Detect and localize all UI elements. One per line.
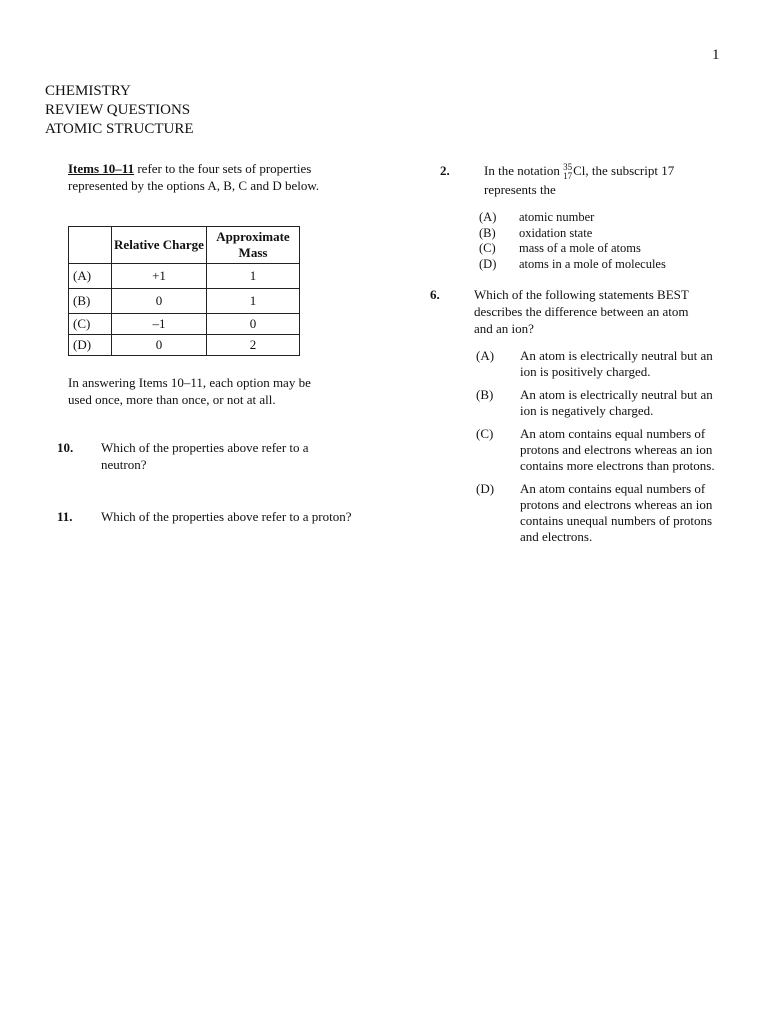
option-d — [476, 481, 716, 545]
table-header-mass: Approximate Mass — [207, 227, 300, 264]
table-row — [69, 289, 300, 314]
option-c — [479, 241, 666, 257]
question-number: 11. — [57, 509, 73, 524]
question-text — [484, 162, 714, 198]
question-text-after: , the subscript 17 represents the — [484, 163, 675, 198]
option-d — [479, 257, 666, 273]
question-text: Which of the properties above refer to a proton? — [101, 509, 352, 524]
header-subject: CHEMISTRY — [45, 83, 131, 99]
table-row — [69, 314, 300, 335]
option-label: (A) — [476, 348, 495, 363]
table-cell-mass: 0 — [207, 314, 300, 335]
option-text: An atom contains equal numbers of protons and electrons whereas an ion contains more electrons than protons. — [520, 426, 715, 473]
option-text: An atom contains equal numbers of protons and electrons whereas an ion contains unequal numbers of protons and electrons. — [520, 481, 713, 544]
table-cell-charge: +1 — [112, 264, 207, 289]
option-b — [479, 226, 666, 242]
mass-number: 35 — [563, 162, 573, 173]
option-text: mass of a mole of atoms — [519, 241, 641, 255]
element-symbol: Cl — [573, 163, 586, 178]
table-row — [69, 264, 300, 289]
table-cell-mass: 1 — [207, 289, 300, 314]
option-text: oxidation state — [519, 225, 593, 240]
option-text: atomic number — [519, 210, 595, 224]
table-header-row — [69, 227, 300, 264]
question-number: 2. — [440, 163, 450, 178]
table-row — [69, 335, 300, 356]
option-label: (D) — [479, 256, 497, 271]
option-label: (B) — [476, 387, 494, 402]
header-section: REVIEW QUESTIONS — [45, 102, 191, 118]
table-cell-option: (A) — [69, 264, 112, 289]
items-intro-lead: Items 10–11 — [68, 161, 135, 176]
option-a — [476, 348, 716, 380]
table-cell-charge: 0 — [112, 289, 207, 314]
option-label: (C) — [479, 241, 496, 255]
question-2-options — [479, 210, 666, 272]
option-label: (C) — [476, 426, 494, 441]
table-header-charge: Relative Charge — [112, 227, 207, 264]
question-number: 6. — [430, 287, 440, 302]
question-number: 10. — [57, 440, 74, 455]
option-text: atoms in a mole of molecules — [519, 256, 666, 271]
table-cell-mass: 2 — [207, 335, 300, 356]
items-intro-text: refer to the four sets of properties represented by the options A, B, C and D below. — [68, 161, 320, 193]
option-text: An atom is electrically neutral but an ion is negatively charged. — [520, 387, 713, 418]
option-label: (B) — [479, 225, 496, 240]
option-b — [476, 387, 716, 419]
question-6-options — [476, 348, 716, 552]
items-intro — [68, 160, 348, 194]
question-text: Which of the following statements BEST describes the difference between an atom and an ion? — [474, 287, 689, 336]
option-label: (D) — [476, 481, 495, 496]
isotope-numbers — [563, 163, 572, 181]
option-text: An atom is electrically neutral but an ion is positively charged. — [520, 348, 713, 379]
properties-table — [68, 226, 300, 356]
document-header — [45, 82, 194, 139]
page-number: 1 — [712, 47, 720, 63]
header-topic: ATOMIC STRUCTURE — [45, 121, 194, 137]
table-cell-option: (C) — [69, 314, 112, 335]
table-cell-option: (D) — [69, 335, 112, 356]
option-label: (A) — [479, 210, 497, 224]
option-a — [479, 210, 666, 226]
table-cell-option: (B) — [69, 289, 112, 314]
table-cell-charge: 0 — [112, 335, 207, 356]
option-c — [476, 426, 716, 474]
table-cell-charge: –1 — [112, 314, 207, 335]
atomic-number: 17 — [563, 171, 573, 182]
answering-note: In answering Items 10–11, each option may be used once, more than once, or not at all. — [68, 375, 311, 407]
table-header-empty — [69, 227, 112, 264]
question-text-before: In the notation — [484, 163, 564, 178]
table-cell-mass: 1 — [207, 264, 300, 289]
question-text: Which of the properties above refer to a neutron? — [101, 440, 309, 472]
